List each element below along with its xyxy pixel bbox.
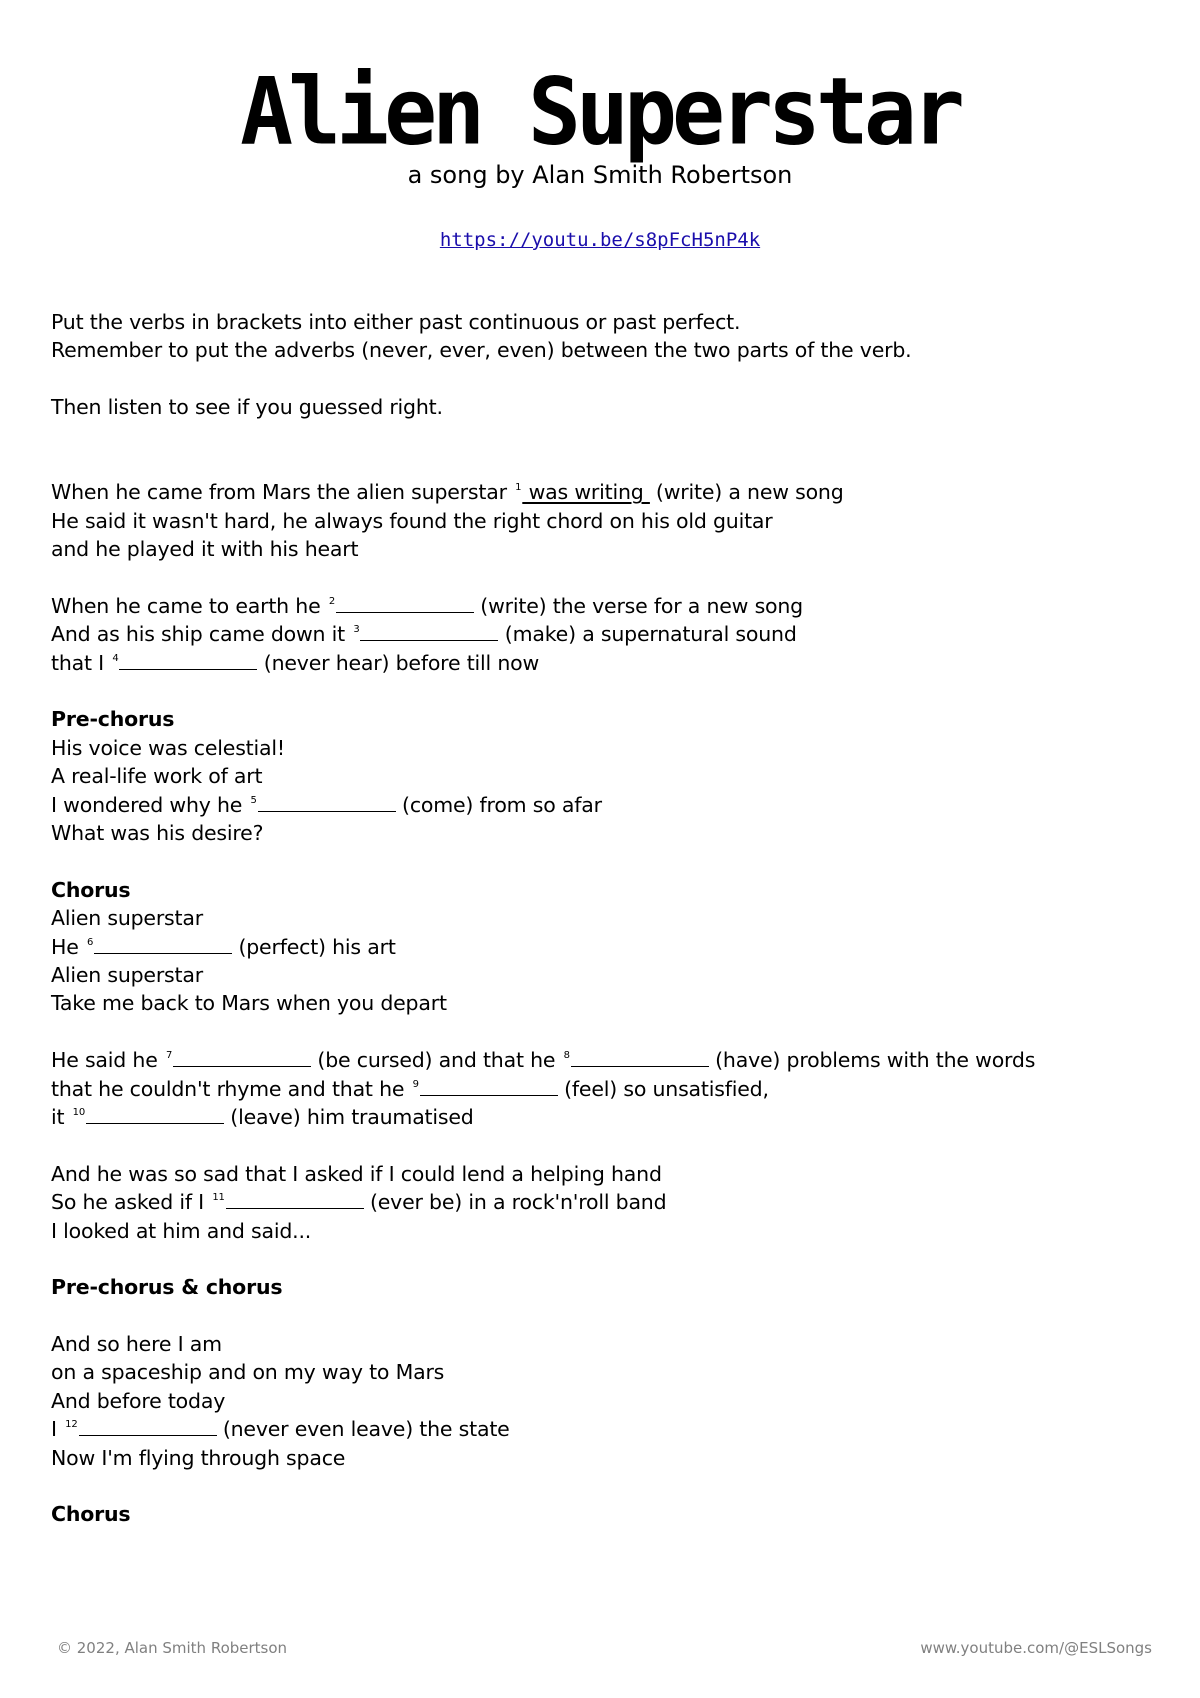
verse1-line-1: When he came from Mars the alien superstar $^1$ was writing (write) a new song	[51, 480, 844, 505]
verse1-line-3: and he played it with his heart	[51, 537, 359, 562]
copyright-footer: © 2022, Alan Smith Robertson	[57, 1639, 288, 1657]
song-title: Alien Superstar	[240, 57, 960, 166]
chorus-line-4: Take me back to Mars when you depart	[51, 991, 447, 1016]
answer-blank-8[interactable]	[571, 1048, 709, 1067]
prechorus-line-1: His voice was celestial!	[51, 735, 285, 760]
answer-blank-11[interactable]	[226, 1190, 364, 1209]
gap-number: 1	[515, 482, 522, 494]
answer-blank-5[interactable]	[258, 793, 396, 812]
video-link[interactable]: https://youtu.be/s8pFcH5nP4k	[439, 229, 761, 251]
verse2-line-3: that I $^4$ (never hear) before till now	[51, 650, 540, 675]
verse5-line-3: And before today	[51, 1388, 226, 1413]
verse2-line-2: And as his ship came down it $^3$ (make) a supernatural sound	[51, 622, 797, 647]
answer-blank-10[interactable]	[86, 1105, 224, 1124]
instruction-line-3: Then listen to see if you guessed right.	[51, 395, 443, 420]
answer-blank-3[interactable]	[360, 622, 498, 641]
answer-blank-6[interactable]	[94, 935, 232, 954]
verse4-line-2: So he asked if I $^{11}$ (ever be) in a rock'n'roll band	[51, 1190, 667, 1215]
verse3-line-2: that he couldn't rhyme and that he $^9$ (feel) so unsatisfied,	[51, 1076, 769, 1101]
verse4-line-1: And he was so sad that I asked if I could lend a helping hand	[51, 1161, 662, 1186]
verse1-line-2: He said it wasn't hard, he always found the right chord on his old guitar	[51, 508, 773, 533]
song-subtitle: a song by Alan Smith Robertson	[407, 161, 793, 189]
prechorus-line-3: I wondered why he $^5$ (come) from so afar	[51, 792, 602, 817]
verse4-line-3: I looked at him and said...	[51, 1218, 312, 1243]
verse5-line-1: And so here I am	[51, 1332, 222, 1357]
chorus-line-3: Alien superstar	[51, 962, 203, 987]
worksheet-body	[51, 308, 1171, 1529]
prechorus-heading: Pre-chorus	[51, 707, 175, 732]
prechorus-chorus-heading: Pre-chorus & chorus	[51, 1275, 283, 1300]
channel-footer: www.youtube.com/@ESLSongs	[920, 1639, 1152, 1657]
answer-blank-7[interactable]	[173, 1048, 311, 1067]
answer-blank-4[interactable]	[119, 651, 257, 670]
answer-blank-9[interactable]	[420, 1077, 558, 1096]
verse3-line-1: He said he $^7$ (be cursed) and that he $^8$ (have) problems with the words	[51, 1048, 1036, 1073]
prechorus-line-4: What was his desire?	[51, 821, 264, 846]
answer-blank-2[interactable]	[336, 594, 474, 613]
verse2-line-1: When he came to earth he $^2$ (write) the verse for a new song	[51, 593, 803, 618]
instruction-line-1: Put the verbs in brackets into either past continuous or past perfect.	[51, 310, 741, 334]
chorus-line-2: He $^6$ (perfect) his art	[51, 934, 396, 959]
example-answer: was writing	[522, 480, 650, 505]
chorus-heading: Chorus	[51, 877, 131, 902]
answer-blank-12[interactable]	[79, 1417, 217, 1436]
instruction-line-2: Remember to put the adverbs (never, ever, even) between the two parts of the verb.	[51, 338, 912, 363]
verse5-line-4: I $^{12}$ (never even leave) the state	[51, 1417, 510, 1442]
final-chorus-heading: Chorus	[51, 1502, 131, 1527]
chorus-line-1: Alien superstar	[51, 906, 203, 931]
verse3-line-3: it $^{10}$ (leave) him traumatised	[51, 1104, 474, 1129]
prechorus-line-2: A real-life work of art	[51, 764, 263, 789]
verse5-line-5: Now I'm flying through space	[51, 1445, 346, 1470]
video-link-container	[0, 228, 1200, 252]
verse5-line-2: on a spaceship and on my way to Mars	[51, 1360, 445, 1385]
